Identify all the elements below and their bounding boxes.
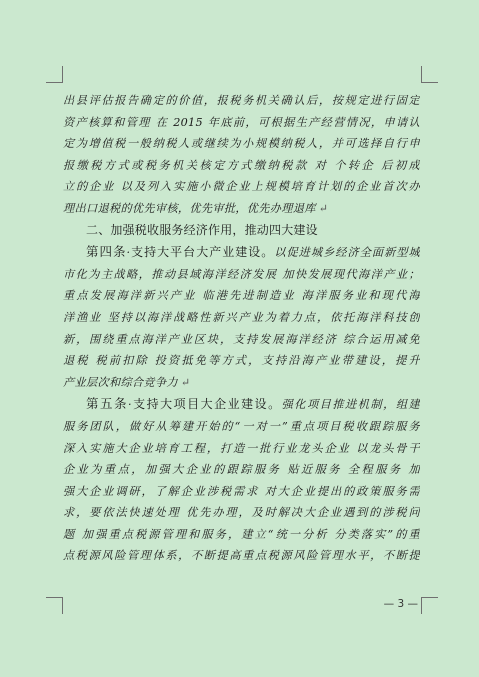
text-line: 资产核算和管理 在 2015 年底前，可根据生产经营情况，申请认 — [63, 115, 420, 129]
text-line: 求，要依法快速处理 优先办理，及时解决大企业遇到的涉税问 — [63, 506, 420, 520]
paragraph-mark-icon: ↵ — [318, 201, 329, 215]
text-line-content: 理出口退税的优先审核，优先审批，优先办理退库 — [63, 201, 316, 215]
text-line: 题 加强重点税源管理和服务，建立“统一分析 分类落实”的重 — [63, 527, 420, 541]
crop-mark-top-right — [421, 66, 438, 83]
text-line: 重点发展海洋新兴产业 临港先进制造业 海洋服务业和现代海 — [63, 289, 420, 303]
text-line: 定为增值税一般纳税人或继续为小规模纳税人，并可选择自行申 — [63, 137, 420, 151]
text-line: 洋渔业 坚持以海洋战略性新兴产业为着力点，依托海洋科技创 — [63, 310, 420, 324]
text-line: 新，围绕重点海洋产业区块，支持发展海洋经济 综合运用减免 — [63, 332, 420, 346]
text-line: 出县评估报告确定的价值，报税务机关确认后，按规定进行固定 — [63, 94, 420, 107]
document-body — [63, 90, 420, 567]
article-title: 支持大平台大产业建设。 — [130, 245, 275, 260]
crop-mark-bottom-right — [421, 597, 438, 614]
article-number: 第五条 — [86, 396, 129, 412]
page-number: — 3 — — [383, 598, 418, 610]
text-line: 退税 税前扣除 投资抵免等方式，支持沿海产业带建设，提升 — [63, 354, 420, 368]
text-line-content: 产业层次和综合竞争力 — [63, 375, 178, 389]
article-text: 以促进城乡经济全面新型城 — [274, 246, 420, 260]
paragraph-mark-icon: ↵ — [180, 375, 191, 389]
article-text: 强化项目推进机制，组建 — [281, 398, 420, 412]
text-line: 企业为重点，加强大企业的跟踪服务 贴近服务 全程服务 加 — [63, 463, 420, 477]
text-line: 强大企业调研，了解企业涉税需求 对大企业提出的政策服务需 — [63, 484, 420, 498]
text-line: 点税源风险管理体系，不断提高重点税源风险管理水平，不断提 — [63, 549, 420, 563]
text-line: 服务团队，做好从筹建开始的“一对一”重点项目税收跟踪服务 — [63, 419, 420, 433]
text-line — [63, 198, 420, 220]
crop-mark-top-left — [46, 66, 63, 83]
article-4-first-line: 第四条·支持大平台大产业建设。以促进城乡经济全面新型城 — [86, 244, 420, 260]
section-heading: 二、加强税收服务经济作用，推动四大建设 — [86, 222, 318, 237]
article-number: 第四条 — [86, 244, 127, 260]
text-line: 立的企业 以及列入实施小微企业上规模培育计划的企业首次办 — [63, 180, 420, 194]
text-line: 报缴税方式或税务机关核定方式缴纳税款 对 个转企 后初成 — [63, 158, 420, 172]
article-5-first-line: 第五条·支持大项目大企业建设。强化项目推进机制，组建 — [86, 396, 420, 412]
crop-mark-bottom-left — [46, 597, 63, 614]
text-line: 市化为主战略，推动县域海洋经济发展 加快发展现代海洋产业； — [63, 267, 420, 281]
article-title: 支持大项目大企业建设。 — [131, 397, 282, 412]
text-line: 深入实施大企业培育工程，打造一批行业龙头企业 以龙头骨干 — [63, 441, 420, 455]
text-line — [63, 372, 420, 394]
